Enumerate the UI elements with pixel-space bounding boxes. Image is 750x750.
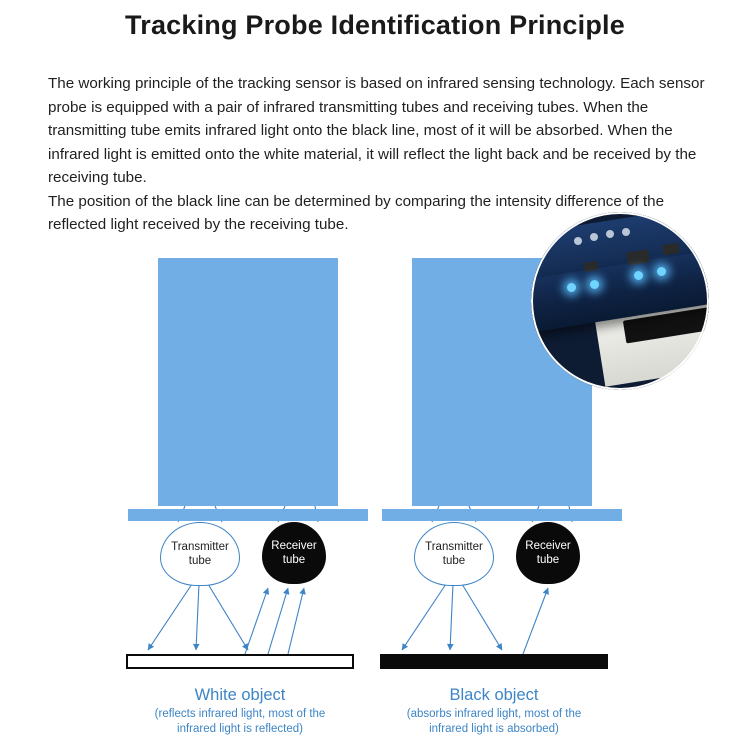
caption-black-sub-2: infrared light is absorbed) bbox=[429, 723, 559, 735]
receiver-tube-left-label-1: Receiver bbox=[271, 540, 317, 552]
sensor-bar-left bbox=[128, 509, 368, 521]
caption-white-title: White object bbox=[194, 686, 286, 704]
caption-white-sub-2: infrared light is reflected) bbox=[177, 723, 303, 735]
sensor-bar-right bbox=[382, 509, 622, 521]
receiver-tube-right-label-1: Receiver bbox=[525, 540, 571, 552]
transmitter-tube-left bbox=[160, 522, 240, 586]
receiver-tube-right bbox=[516, 522, 580, 584]
caption-black-sub-1: (absorbs infrared light, most of the bbox=[406, 708, 582, 720]
white-object-strip bbox=[126, 654, 354, 669]
caption-white-object bbox=[100, 686, 380, 737]
description-paragraph-2: The position of the black line can be determined by comparing the intensity difference of the reflected light received by the receiving tube. bbox=[48, 192, 665, 233]
transmitter-tube-right-label-1: Transmitter bbox=[425, 541, 483, 553]
black-object-strip bbox=[380, 654, 608, 669]
transmitter-tube-right bbox=[414, 522, 494, 586]
transmitter-tube-right-label-2: tube bbox=[442, 555, 466, 567]
photo-border-ring bbox=[531, 212, 709, 390]
transmitter-tube-left-label-2: tube bbox=[188, 555, 212, 567]
description-paragraph-1: The working principle of the tracking sensor is based on infrared sensing technology. Each sensor probe is equipped with a pair of infrared transmitting tubes and receiving tubes. When the transmitting tube emits infrared light onto the black line, most of it will be absorbed. When the infrared light is emitted onto the white material, it will reflect the light back and be received by the receiving tube. bbox=[48, 75, 705, 186]
sensor-board-left bbox=[158, 258, 338, 506]
caption-white-sub-1: (reflects infrared light, most of the bbox=[154, 708, 326, 720]
caption-black-object bbox=[354, 686, 634, 737]
transmitter-tube-left-label-1: Transmitter bbox=[171, 541, 229, 553]
receiver-tube-right-label-2: tube bbox=[536, 554, 560, 566]
tracking-sensor-photo bbox=[531, 212, 709, 390]
caption-black-title: Black object bbox=[449, 686, 539, 704]
receiver-tube-left bbox=[262, 522, 326, 584]
receiver-tube-left-label-2: tube bbox=[282, 554, 306, 566]
page-title: Tracking Probe Identification Principle bbox=[125, 10, 625, 40]
